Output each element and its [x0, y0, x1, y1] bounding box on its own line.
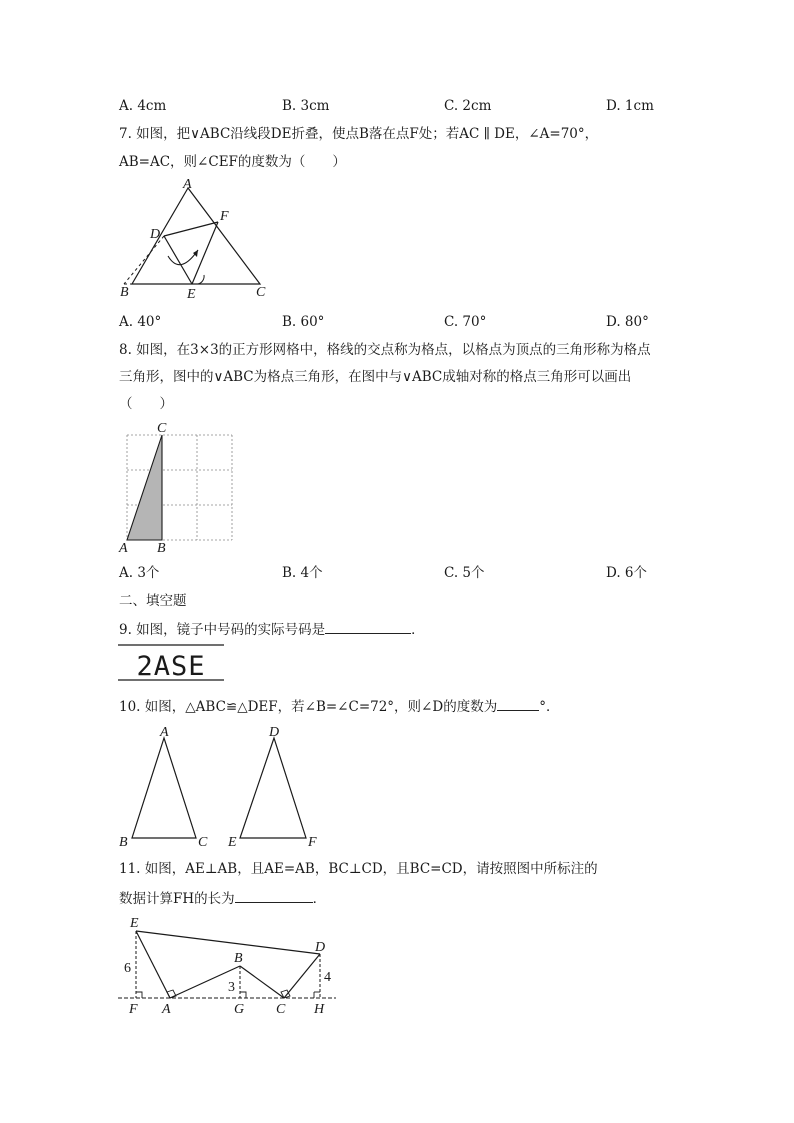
q8-option-a: A. 3个 [119, 565, 160, 581]
q8-question-line3: （ ） [119, 396, 173, 412]
q9-question-text: 9. 如图，镜子中号码的实际号码是 [119, 622, 326, 638]
q11-label-b: B [234, 951, 243, 966]
q6-option-a: A. 4cm [119, 98, 167, 114]
q8-label-b: B [157, 541, 166, 556]
q10-question-end: °． [539, 699, 560, 715]
q9-mirror-figure [118, 642, 228, 684]
q11-label-f: F [129, 1002, 138, 1017]
q11-label-c: C [276, 1002, 286, 1017]
q9-mirror-digits: 2ASE [136, 651, 206, 682]
q11-label-g: G [234, 1002, 245, 1017]
q11-question-end: ． [312, 891, 327, 907]
q6-option-c: C. 2cm [444, 98, 492, 114]
q7-question-line2: AB=AC，则∠CEF的度数为（ ） [119, 154, 346, 170]
q11-question-line1: 11. 如图，AE⊥AB，且AE=AB，BC⊥CD，且BC=CD，请按照图中所标注的 [119, 861, 598, 877]
q11-label-d: D [315, 940, 326, 955]
q8-option-c: C. 5个 [444, 565, 485, 581]
q11-figure [116, 912, 342, 1022]
q7-option-b: B. 60° [282, 314, 325, 330]
q8-option-b: B. 4个 [282, 565, 323, 581]
q7-label-a: A [183, 177, 192, 192]
q11-label-a: A [162, 1002, 171, 1017]
q11-length-4: 4 [324, 970, 331, 985]
q11-label-h: H [314, 1002, 325, 1017]
q7-label-b: B [120, 285, 129, 300]
q8-label-c: C [157, 421, 167, 436]
q7-label-e: E [187, 287, 196, 302]
q11-question-text: 数据计算FH的长为 [119, 891, 235, 907]
q9-question-end: ． [411, 622, 425, 638]
q9-answer-blank [325, 619, 411, 634]
q8-question-line2: 三角形，图中的∨ABC为格点三角形，在图中与∨ABC成轴对称的格点三角形可以画出 [119, 369, 632, 385]
q7-triangle-figure [110, 178, 280, 303]
q10-question-text: 10. 如图，△ABC≌△DEF，若∠B=∠C=72°，则∠D的度数为 [119, 699, 498, 715]
q7-question-line1: 7. 如图，把∨ABC沿线段DE折叠，使点B落在点F处；若AC ∥ DE，∠A=70°， [119, 126, 599, 142]
q8-grid-figure [116, 418, 241, 558]
q10-label-a: A [160, 725, 169, 740]
q10-question [119, 696, 559, 716]
q10-answer-blank [497, 696, 539, 711]
q8-question-line1: 8. 如图，在3×3的正方形网格中，格线的交点称为格点，以格点为顶点的三角形称为格点 [119, 342, 651, 358]
q6-option-b: B. 3cm [282, 98, 330, 114]
q6-option-d: D. 1cm [606, 98, 654, 114]
q11-length-6: 6 [124, 961, 131, 976]
q10-triangles-figure [116, 722, 326, 852]
q8-option-d: D. 6个 [606, 565, 648, 581]
q10-label-e: E [228, 835, 237, 850]
q10-label-c: C [198, 835, 208, 850]
q7-label-c: C [256, 285, 266, 300]
q7-option-c: C. 70° [444, 314, 487, 330]
q11-question-line2 [119, 888, 326, 908]
q7-label-f: F [220, 209, 229, 224]
q7-option-a: A. 40° [119, 314, 162, 330]
section-title-fill-in: 二、填空题 [119, 593, 187, 609]
q11-length-3: 3 [228, 980, 235, 995]
q8-label-a: A [119, 541, 128, 556]
q10-label-b: B [119, 835, 128, 850]
q7-option-d: D. 80° [606, 314, 649, 330]
q9-question [119, 619, 425, 639]
q10-label-f: F [308, 835, 317, 850]
q10-label-d: D [269, 725, 280, 740]
q7-label-d: D [150, 227, 161, 242]
q11-label-e: E [130, 916, 139, 931]
q11-answer-blank [235, 888, 313, 903]
